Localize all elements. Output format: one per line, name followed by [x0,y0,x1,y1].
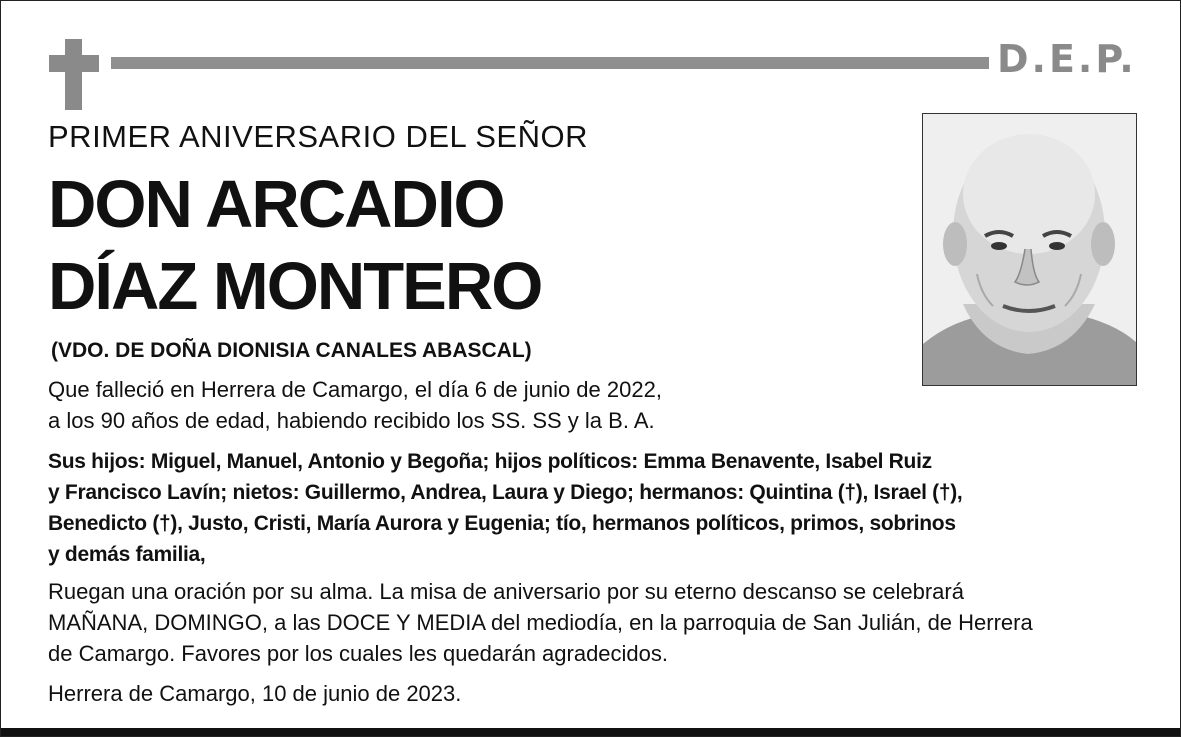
widower-of: (VDO. DE DOÑA DIONISIA CANALES ABASCAL) [51,339,532,362]
mass-info-line: MAÑANA, DOMINGO, a las DOCE Y MEDIA del mediodía, en la parroquia de San Julián, de Herrera [48,610,1033,635]
family-line: y Francisco Lavín; nietos: Guillermo, Andrea, Laura y Diego; hermanos: Quintina (†), Israel (†), [48,481,963,504]
family-line: y demás familia, [48,543,206,566]
mass-info-paragraph [48,576,1168,669]
header-rule [111,57,989,69]
family-line: Benedicto (†), Justo, Cristi, María Aurora y Eugenia; tío, hermanos políticos, primos, sobrinos [48,512,956,535]
place-date: Herrera de Camargo, 10 de junio de 2023. [48,681,462,706]
family-line: Sus hijos: Miguel, Manuel, Antonio y Begoña; hijos políticos: Emma Benavente, Isabel Ruiz [48,450,932,473]
portrait-photo [922,113,1137,386]
dep-label: D.E.P. [997,37,1137,81]
death-info-paragraph [48,374,908,436]
deceased-name-line1: DON ARCADIO [48,167,504,242]
mass-info-line: de Camargo. Favores por los cuales les quedarán agradecidos. [48,641,669,666]
death-info-line: Que falleció en Herrera de Camargo, el día 6 de junio de 2022, [48,377,662,402]
family-paragraph [48,446,1158,570]
portrait-illustration [923,114,1136,385]
notice-pre-title: PRIMER ANIVERSARIO DEL SEÑOR [48,119,588,154]
deceased-name-line2: DÍAZ MONTERO [48,249,542,324]
cross-vertical-bar [65,39,82,110]
death-info-line: a los 90 años de edad, habiendo recibido los SS. SS y la B. A. [48,408,655,433]
cross-horizontal-bar [49,55,99,72]
bottom-rule [1,728,1180,736]
mass-info-line: Ruegan una oración por su alma. La misa de aniversario por su eterno descanso se celebrará [48,579,964,604]
